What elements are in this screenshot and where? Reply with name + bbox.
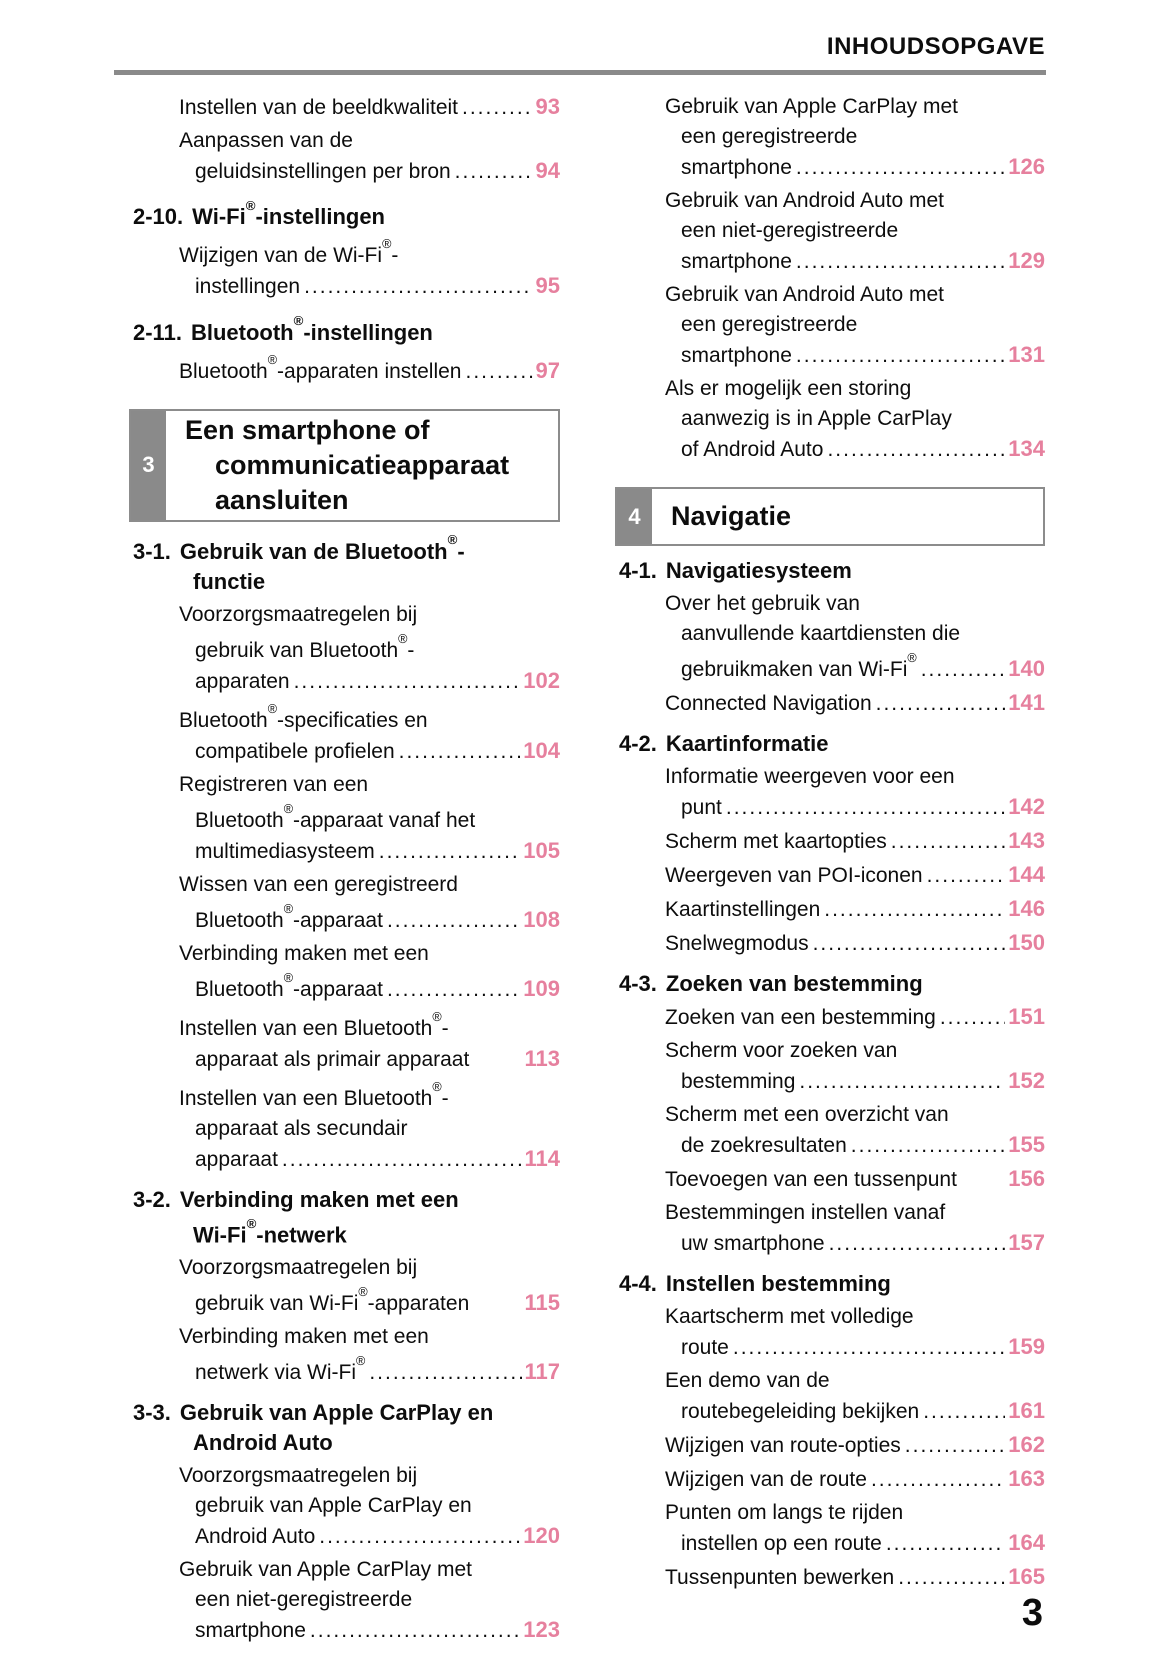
toc-entry — [129, 600, 560, 697]
toc-entry-text: instellingen — [195, 275, 301, 299]
toc-section-line — [129, 312, 560, 347]
dot-leader — [369, 1358, 521, 1388]
toc-entry-line: Scherm met een overzicht van — [665, 1103, 949, 1126]
registered-trademark-icon: ® — [356, 1354, 366, 1369]
toc-entry — [615, 762, 1045, 823]
toc-section-number: 2-10. — [133, 204, 184, 230]
toc-entry-line — [615, 1002, 1045, 1033]
toc-section-heading — [129, 1185, 560, 1250]
toc-page-number: 150 — [1008, 930, 1045, 955]
toc-entry-line — [615, 928, 1045, 959]
toc-entry-text: Toevoegen van een tussenpunt — [665, 1168, 957, 1191]
toc-entry — [129, 126, 560, 187]
toc-entry — [129, 939, 560, 1005]
registered-trademark-icon: ® — [907, 650, 917, 665]
toc-entry-line — [615, 688, 1045, 719]
toc-entry-text: Kaartinstellingen — [665, 898, 821, 921]
toc-entry-text: routebegeleiding bekijken — [681, 1400, 920, 1423]
toc-section-line — [615, 556, 1045, 586]
toc-page-number: 95 — [535, 273, 560, 299]
toc-entry-text: smartphone — [681, 344, 792, 367]
toc-entry-text: apparaat als primair apparaat — [195, 1047, 470, 1071]
toc-section-line — [129, 1185, 560, 1215]
toc-entry-line — [129, 271, 560, 302]
toc-entry-text: smartphone — [681, 250, 792, 273]
dot-leader — [796, 247, 1005, 277]
toc-entry — [129, 870, 560, 936]
toc-section-heading — [615, 729, 1045, 759]
toc-entry — [129, 1008, 560, 1075]
toc-entry-text: geluidsinstellingen per bron — [195, 160, 451, 183]
toc-section-line — [615, 1269, 1045, 1299]
toc-entry-line — [129, 156, 560, 187]
toc-entry-text: de zoekresultaten — [681, 1134, 847, 1157]
registered-trademark-icon: ® — [283, 801, 294, 816]
toc-entry-text: gebruikmaken van Wi-Fi® — [681, 650, 917, 681]
toc-entry — [615, 928, 1045, 959]
toc-section-title: Verbinding maken met een — [179, 1186, 459, 1212]
toc-entry-line: Voorzorgsmaatregelen bij — [179, 1256, 418, 1280]
registered-trademark-icon: ® — [283, 970, 294, 985]
toc-entry — [615, 1302, 1045, 1363]
toc-entry — [615, 92, 1045, 183]
dot-leader — [813, 929, 1006, 959]
toc-entry-text: Bluetooth®-apparaten instellen — [179, 352, 462, 383]
toc-entry — [615, 860, 1045, 891]
toc-section-heading — [129, 312, 560, 347]
toc-entry — [615, 1430, 1045, 1461]
toc-entry — [615, 688, 1045, 719]
toc-entry-text: Tussenpunten bewerken — [665, 1566, 895, 1589]
toc-section-heading — [615, 969, 1045, 999]
toc-entry-text: Android Auto — [195, 1525, 316, 1549]
chapter-number-tab: 3 — [131, 411, 168, 520]
toc-section-heading — [129, 197, 560, 232]
toc-entry — [615, 826, 1045, 857]
toc-section-title: Kaartinformatie — [665, 731, 829, 756]
registered-trademark-icon: ® — [267, 701, 278, 716]
toc-entry — [615, 1498, 1045, 1559]
dot-leader — [733, 1333, 1005, 1363]
toc-page-number: 105 — [523, 837, 560, 863]
toc-entry-line — [129, 666, 560, 697]
toc-page-number: 123 — [523, 1617, 560, 1643]
toc-section-line — [615, 969, 1045, 999]
toc-entry-text: smartphone — [681, 156, 792, 179]
toc-entry-line: Kaartscherm met volledige — [665, 1305, 914, 1328]
toc-page-number: 142 — [1008, 794, 1045, 819]
toc-section-title: Bluetooth®-instellingen — [190, 313, 433, 345]
toc-page-number: 109 — [523, 975, 560, 1001]
page-number-footer: 3 — [1021, 1592, 1043, 1634]
toc-entry-text: Bluetooth®-apparaat — [195, 970, 383, 1001]
chapter-banner — [615, 487, 1045, 546]
toc-page-number: 120 — [523, 1523, 560, 1549]
dot-leader — [399, 737, 521, 767]
toc-entry-line: een geregistreerde — [681, 125, 858, 148]
toc-entry — [129, 1322, 560, 1388]
toc-section-number: 2-11. — [133, 319, 182, 345]
toc-page-number: 117 — [524, 1359, 560, 1385]
toc-entry-text: gebruik van Wi-Fi®-apparaten — [195, 1285, 470, 1316]
toc-entry-line — [615, 1430, 1045, 1461]
toc-page-number: 165 — [1008, 1564, 1045, 1589]
toc-entry-line: Aanpassen van de — [179, 129, 353, 152]
toc-entry — [615, 1366, 1045, 1427]
toc-entry-line — [129, 900, 560, 936]
toc-section-title: Instellen bestemming — [665, 1271, 891, 1296]
toc-entry-line: Als er mogelijk een storing — [665, 377, 912, 400]
toc-page-number: 134 — [1008, 436, 1045, 461]
toc-entry-line — [615, 1066, 1045, 1097]
toc-entry — [129, 1461, 560, 1552]
dot-leader — [827, 435, 1005, 465]
toc-entry-text: uw smartphone — [681, 1232, 825, 1255]
registered-trademark-icon: ® — [267, 352, 278, 367]
toc-entry-text: route — [681, 1336, 729, 1359]
toc-entry-text: Wijzigen van route-opties — [665, 1434, 901, 1457]
registered-trademark-icon: ® — [245, 197, 256, 213]
toc-entry — [129, 235, 560, 302]
toc-entry-line — [615, 1464, 1045, 1495]
dot-leader — [886, 1529, 1005, 1559]
toc-entry-text: of Android Auto — [681, 438, 824, 461]
toc-section-line: Android Auto — [193, 1430, 333, 1456]
toc-entry-line: Voorzorgsmaatregelen bij — [179, 1464, 418, 1488]
toc-entry — [129, 1555, 560, 1646]
toc-entry-line: gebruik van Bluetooth®- — [195, 631, 415, 662]
chapter-title — [654, 489, 1043, 544]
toc-entry-line: Punten om langs te rijden — [665, 1501, 904, 1524]
toc-page-number: 146 — [1008, 896, 1045, 921]
toc-entry-line — [615, 1396, 1045, 1427]
toc-page-number: 141 — [1008, 690, 1045, 715]
toc-entry-line: Over het gebruik van — [665, 592, 860, 615]
toc-entry-line: Wissen van een geregistreerd — [179, 872, 458, 896]
dot-leader — [796, 153, 1005, 183]
chapter-title-line: Navigatie — [671, 501, 792, 531]
toc-entry-line: Gebruik van Android Auto met — [665, 189, 944, 212]
toc-entry-line — [615, 246, 1045, 277]
registered-trademark-icon: ® — [358, 1285, 368, 1300]
toc-page-number: 164 — [1008, 1530, 1045, 1555]
dot-leader — [940, 1003, 1005, 1033]
toc-section-number: 4-3. — [619, 971, 657, 996]
toc-entry-text: Wijzigen van de route — [665, 1468, 867, 1491]
toc-entry-line: apparaat als secundair — [195, 1116, 408, 1140]
registered-trademark-icon: ® — [398, 631, 408, 646]
toc-entry-text: Weergeven van POI-iconen — [665, 864, 923, 887]
toc-entry — [615, 894, 1045, 925]
toc-entry — [615, 1198, 1045, 1259]
toc-entry-line: Bluetooth®-apparaat vanaf het — [195, 801, 476, 832]
toc-page-number: 126 — [1008, 154, 1045, 179]
toc-section-heading — [129, 1398, 560, 1458]
registered-trademark-icon: ® — [382, 237, 392, 252]
dot-leader — [927, 861, 1006, 891]
toc-entry-line — [129, 969, 560, 1005]
chapter-title — [168, 411, 558, 520]
toc-entry-line: Wijzigen van de Wi-Fi®- — [179, 237, 399, 268]
registered-trademark-icon: ® — [432, 1079, 442, 1094]
registered-trademark-icon: ® — [447, 532, 458, 548]
toc-column-left — [129, 92, 560, 1649]
toc-entry-line: Bluetooth®-specificaties en — [179, 701, 428, 732]
toc-page-number: 104 — [523, 737, 560, 763]
dot-leader — [905, 1431, 1006, 1461]
toc-entry-line — [615, 649, 1045, 685]
toc-section-title: Navigatiesysteem — [665, 558, 852, 583]
toc-entry-line — [129, 736, 560, 767]
toc-page-number: 151 — [1008, 1004, 1045, 1029]
chapter-title-line: aansluiten — [215, 484, 349, 515]
toc-entry-line — [129, 1352, 560, 1388]
dot-leader — [304, 272, 532, 302]
dot-leader — [891, 827, 1006, 857]
toc-entry-line: Gebruik van Android Auto met — [665, 283, 944, 306]
toc-entry-line: Registreren van een — [179, 772, 369, 796]
toc-page-number: 97 — [535, 357, 560, 383]
dot-leader — [282, 1145, 522, 1175]
toc-entry — [615, 1164, 1045, 1195]
toc-entry-line — [615, 1528, 1045, 1559]
dot-leader — [379, 837, 521, 867]
toc-entry-line: Een demo van de — [665, 1369, 830, 1392]
toc-section-number: 3-1. — [133, 538, 171, 564]
toc-entry — [129, 1078, 560, 1175]
toc-entry-line — [615, 1562, 1045, 1593]
toc-entry-line — [615, 1228, 1045, 1259]
toc-section-line — [129, 1398, 560, 1428]
toc-entry — [129, 700, 560, 767]
toc-page-number: 152 — [1008, 1068, 1045, 1093]
toc-section-line: Wi-Fi®-netwerk — [193, 1215, 347, 1248]
dot-leader — [796, 341, 1005, 371]
toc-page-number: 94 — [535, 158, 560, 183]
toc-entry-text: Snelwegmodus — [665, 932, 809, 955]
toc-entry-line: Voorzorgsmaatregelen bij — [179, 602, 418, 626]
toc-entry-line — [615, 1332, 1045, 1363]
toc-page-number: 144 — [1008, 862, 1045, 887]
toc-entry — [615, 374, 1045, 465]
toc-entry-text: smartphone — [195, 1619, 306, 1643]
toc-page-number: 156 — [1008, 1166, 1045, 1191]
toc-entry-line: Gebruik van Apple CarPlay met — [179, 1558, 472, 1582]
toc-section-number: 4-2. — [619, 731, 657, 756]
toc-entry-line — [129, 1521, 560, 1552]
toc-entry-line: Scherm voor zoeken van — [665, 1039, 898, 1062]
toc-section-title: Gebruik van de Bluetooth®- — [179, 532, 465, 564]
toc-entry-line: gebruik van Apple CarPlay en — [195, 1494, 472, 1518]
toc-entry-line: Instellen van een Bluetooth®- — [179, 1009, 449, 1040]
chapter-title-line: Een smartphone of — [185, 414, 430, 445]
chapter-banner — [129, 409, 560, 522]
toc-entry-line: Informatie weergeven voor een — [665, 765, 955, 788]
toc-section-heading — [129, 532, 560, 597]
toc-entry — [615, 1036, 1045, 1097]
toc-entry-line — [615, 792, 1045, 823]
toc-entry-line — [129, 1144, 560, 1175]
toc-entry-line: een niet-geregistreerde — [681, 219, 899, 242]
toc-page-number: 143 — [1008, 828, 1045, 853]
registered-trademark-icon: ® — [293, 313, 304, 328]
toc-entry-text: Instellen van de beeldkwaliteit — [179, 96, 459, 119]
toc-entry-text: apparaat — [195, 1147, 278, 1171]
toc-entry-line — [129, 1044, 560, 1075]
toc-entry — [615, 186, 1045, 277]
toc-section-line — [129, 532, 560, 567]
dot-leader — [898, 1563, 1005, 1593]
toc-entry-text: compatibele profielen — [195, 739, 395, 763]
toc-entry-line — [615, 860, 1045, 891]
toc-entry-line — [129, 1283, 560, 1319]
dot-leader — [455, 157, 533, 187]
toc-entry-line: Verbinding maken met een — [179, 1325, 429, 1349]
toc-entry — [129, 770, 560, 867]
dot-leader — [387, 975, 520, 1005]
toc-section-number: 3-3. — [133, 1400, 171, 1426]
toc-entry-line — [129, 1615, 560, 1646]
toc-page-number: 108 — [523, 906, 560, 932]
toc-page-number: 162 — [1008, 1432, 1045, 1457]
toc-entry-line: een geregistreerde — [681, 313, 858, 336]
toc-entry-text: netwerk via Wi-Fi® — [195, 1354, 366, 1385]
toc-entry-line — [615, 1164, 1045, 1195]
page-header-title: INHOUDSOPGAVE — [826, 33, 1045, 60]
dot-leader — [310, 1616, 520, 1646]
dot-leader — [871, 1465, 1005, 1495]
toc-section-line — [129, 197, 560, 232]
toc-entry-line — [615, 826, 1045, 857]
toc-section-title: Zoeken van bestemming — [665, 971, 923, 996]
toc-page-number: 102 — [523, 667, 560, 693]
toc-section-heading — [615, 1269, 1045, 1299]
toc-entry-line: Gebruik van Apple CarPlay met — [665, 95, 958, 118]
toc-entry-text: Scherm met kaartopties — [665, 830, 887, 853]
toc-entry-line: een niet-geregistreerde — [195, 1588, 413, 1612]
dot-leader — [387, 906, 520, 936]
toc-entry-line: Instellen van een Bluetooth®- — [179, 1079, 449, 1110]
toc-entry — [615, 589, 1045, 685]
toc-entry-line: Bestemmingen instellen vanaf — [665, 1201, 946, 1224]
chapter-title-line: communicatieapparaat — [215, 449, 510, 480]
toc-page-number: 157 — [1008, 1230, 1045, 1255]
toc-entry-text: multimediasysteem — [195, 839, 375, 863]
toc-entry — [129, 351, 560, 387]
dot-leader — [876, 689, 1006, 719]
toc-entry — [129, 1253, 560, 1319]
toc-entry-line — [615, 434, 1045, 465]
toc-entry-line: aanwezig is in Apple CarPlay — [681, 407, 952, 430]
dot-leader — [462, 93, 533, 123]
toc-section-number: 3-2. — [133, 1186, 171, 1212]
dot-leader — [294, 667, 521, 697]
dot-leader — [799, 1067, 1005, 1097]
toc-section-heading — [615, 556, 1045, 586]
toc-entry-line: Verbinding maken met een — [179, 941, 429, 965]
toc-page-number: 163 — [1008, 1466, 1045, 1491]
toc-entry — [615, 1562, 1045, 1593]
toc-entry-line — [129, 351, 560, 387]
toc-entry-text: apparaten — [195, 669, 290, 693]
dot-leader — [923, 1397, 1005, 1427]
toc-section-title: Wi-Fi®-instellingen — [192, 197, 385, 230]
toc-section-line: functie — [193, 568, 266, 594]
toc-entry-line — [129, 92, 560, 123]
toc-page-number: 159 — [1008, 1334, 1045, 1359]
header-rule — [114, 70, 1046, 75]
dot-leader — [829, 1229, 1006, 1259]
registered-trademark-icon: ® — [432, 1009, 442, 1024]
dot-leader — [851, 1131, 1006, 1161]
dot-leader — [726, 793, 1005, 823]
toc-entry — [615, 1464, 1045, 1495]
toc-page-number: 140 — [1008, 656, 1045, 681]
toc-entry — [615, 1002, 1045, 1033]
toc-entry-text: Bluetooth®-apparaat — [195, 901, 383, 932]
toc-entry-text: Zoeken van een bestemming — [665, 1006, 936, 1029]
toc-section-number: 4-1. — [619, 558, 657, 583]
toc-column-right — [615, 92, 1045, 1596]
toc-entry — [615, 280, 1045, 371]
toc-entry-line: aanvullende kaartdiensten die — [681, 622, 961, 645]
toc-page-number: 161 — [1008, 1398, 1045, 1423]
dot-leader — [921, 655, 1006, 685]
toc-section-title: Gebruik van Apple CarPlay en — [179, 1400, 494, 1426]
toc-entry — [129, 92, 560, 123]
toc-entry-line — [615, 1130, 1045, 1161]
toc-page-number: 114 — [524, 1145, 560, 1171]
toc-page-number: 113 — [524, 1045, 560, 1071]
toc-entry-line — [615, 152, 1045, 183]
dot-leader — [466, 357, 533, 387]
toc-entry-line — [129, 836, 560, 867]
toc-entry-line — [615, 340, 1045, 371]
toc-page-number: 131 — [1008, 342, 1045, 367]
toc-section-line — [615, 729, 1045, 759]
toc-page-number: 129 — [1008, 248, 1045, 273]
dot-leader — [824, 895, 1005, 925]
registered-trademark-icon: ® — [246, 1215, 257, 1231]
toc-entry-line — [615, 894, 1045, 925]
toc-entry — [615, 1100, 1045, 1161]
registered-trademark-icon: ® — [283, 901, 294, 916]
toc-entry-text: Connected Navigation — [665, 692, 872, 715]
toc-page-number: 93 — [535, 94, 560, 119]
dot-leader — [319, 1522, 520, 1552]
chapter-number-tab: 4 — [617, 489, 654, 544]
toc-entry-text: bestemming — [681, 1070, 796, 1093]
toc-page-number: 155 — [1008, 1132, 1045, 1157]
toc-page-number: 115 — [524, 1290, 560, 1316]
toc-section-number: 4-4. — [619, 1271, 657, 1296]
toc-entry-text: punt — [681, 796, 722, 819]
toc-entry-text: instellen op een route — [681, 1532, 882, 1555]
